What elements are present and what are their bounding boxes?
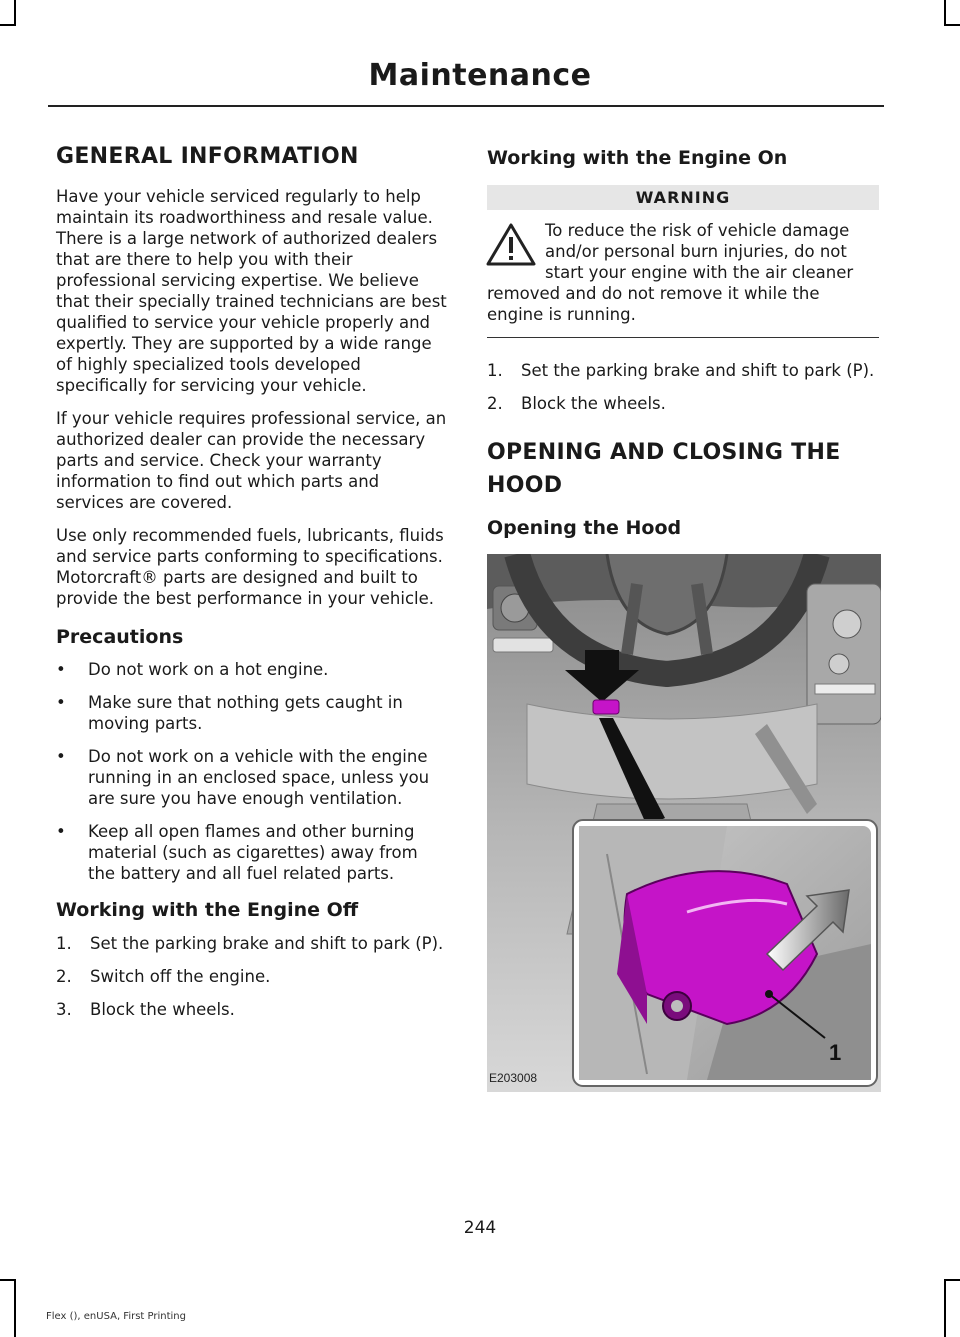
list-item: • Do not work on a vehicle with the engine running in an enclosed space, unless you are sure you have enough ventilation. bbox=[56, 747, 430, 809]
crop-mark bbox=[944, 1279, 960, 1281]
warning-divider bbox=[487, 337, 879, 338]
list-item: 2. Block the wheels. bbox=[487, 393, 666, 413]
heading-opening-closing-hood: OPENING AND CLOSING THE HOOD bbox=[487, 439, 841, 498]
crop-mark bbox=[944, 0, 946, 24]
bullet-glyph: • bbox=[56, 660, 66, 680]
list-item: • Keep all open flames and other burning material (such as cigarettes) away from the battery and all fuel related parts. bbox=[56, 822, 418, 884]
paragraph-general-1: Have your vehicle serviced regularly to help maintain its roadworthiness and resale value. There is a large network of authorized dealers that are there to help you with their professional servicing expertise. We believe that their specially trained technicians are best qualified to service your vehicle properly and expertly. They are supported by a wide range of highly specialized tools developed specifically for servicing your vehicle. bbox=[56, 186, 447, 395]
page-number: 244 bbox=[463, 1218, 497, 1238]
figure-code: E203008 bbox=[489, 1071, 538, 1086]
list-item: 1. Set the parking brake and shift to park (P). bbox=[56, 934, 444, 954]
warning-text: To reduce the risk of vehicle damage and/or personal burn injuries, do not start your engine with the air cleaner removed and do not remove it while the engine is running. bbox=[487, 220, 854, 324]
engine-off-steps bbox=[56, 933, 448, 1020]
bullet-glyph: • bbox=[56, 822, 66, 842]
bullet-glyph: • bbox=[56, 747, 66, 767]
list-item: • Make sure that nothing gets caught in moving parts. bbox=[56, 693, 403, 734]
crop-mark bbox=[14, 1279, 16, 1337]
crop-mark bbox=[14, 0, 16, 24]
list-item: 1. Set the parking brake and shift to park (P). bbox=[487, 360, 875, 380]
crop-mark bbox=[944, 24, 960, 26]
precautions-list bbox=[56, 659, 448, 884]
right-column bbox=[487, 142, 879, 1092]
callout-number: 1 bbox=[829, 1040, 842, 1066]
paragraph-general-2: If your vehicle requires professional service, an authorized dealer can provide the necessary parts and service. Check your warranty information to find out which parts and services are covered. bbox=[56, 408, 447, 512]
list-item: 2. Switch off the engine. bbox=[56, 967, 271, 987]
crop-mark bbox=[0, 24, 16, 26]
hood-release-illustration bbox=[487, 554, 881, 1092]
heading-general-information: GENERAL INFORMATION bbox=[56, 144, 359, 169]
header-divider bbox=[48, 105, 884, 107]
warning-triangle-icon bbox=[485, 222, 537, 268]
list-item: • Do not work on a hot engine. bbox=[56, 660, 329, 680]
page-title: Maintenance bbox=[368, 58, 592, 93]
heading-engine-on: Working with the Engine On bbox=[487, 147, 788, 169]
left-column bbox=[56, 142, 448, 1032]
heading-opening-hood: Opening the Hood bbox=[487, 516, 682, 539]
paragraph-general-3: Use only recommended fuels, lubricants, fluids and service parts conforming to specifications. Motorcraft® parts are designed and built to provide the best performance in your vehicle. bbox=[56, 525, 444, 608]
list-item: 3. Block the wheels. bbox=[56, 1000, 235, 1020]
heading-precautions: Precautions bbox=[56, 625, 184, 648]
engine-on-steps bbox=[487, 360, 879, 414]
warning-label: WARNING bbox=[487, 185, 879, 210]
print-footer: Flex (), enUSA, First Printing bbox=[46, 1311, 186, 1322]
hood-release-figure bbox=[487, 554, 881, 1092]
crop-mark bbox=[0, 1279, 16, 1281]
heading-engine-off: Working with the Engine Off bbox=[56, 899, 359, 922]
crop-mark bbox=[944, 1279, 946, 1337]
bullet-glyph: • bbox=[56, 693, 66, 713]
warning-box bbox=[487, 220, 879, 325]
